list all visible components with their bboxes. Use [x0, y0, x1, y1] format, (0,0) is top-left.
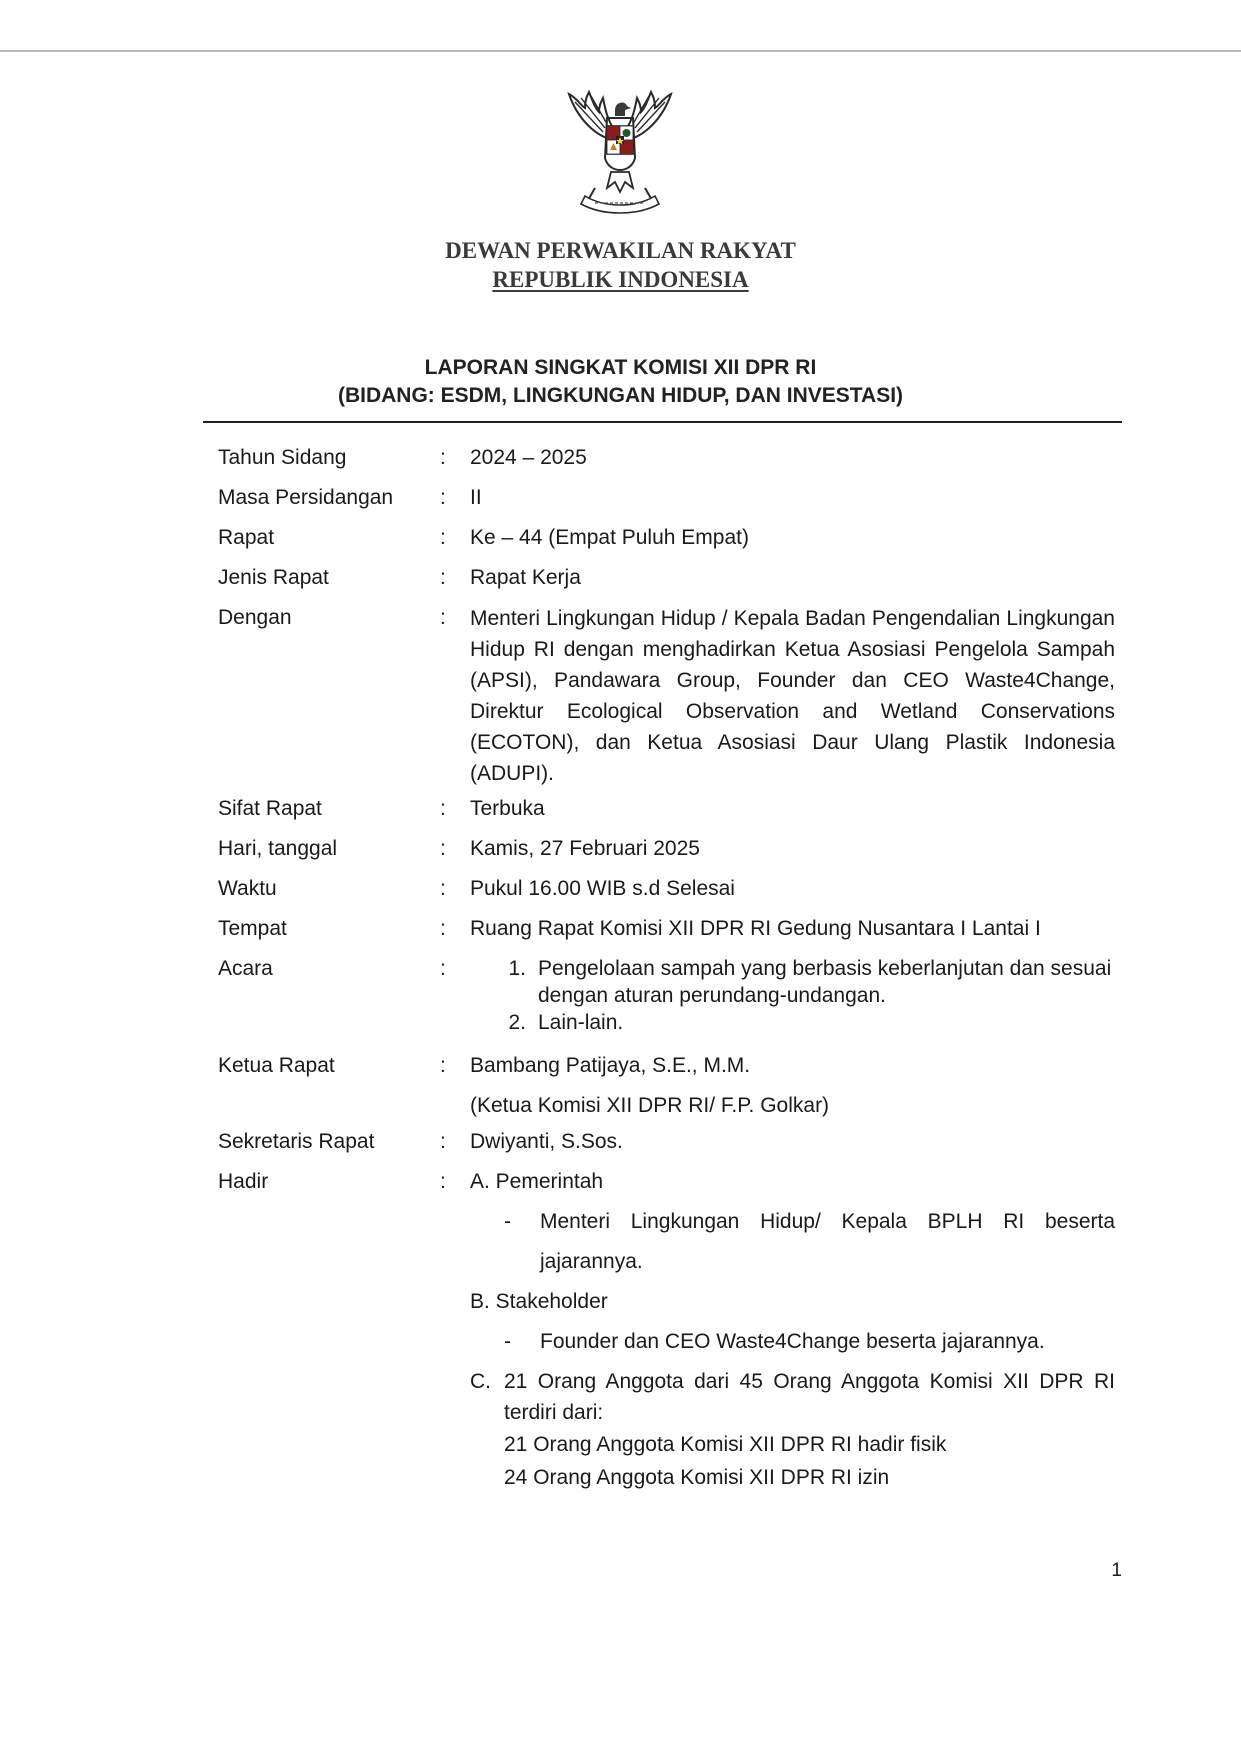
- row-masa-persidangan: [218, 478, 1118, 518]
- agenda-list: [470, 949, 1118, 1036]
- row-jenis-rapat: [218, 558, 1118, 598]
- agenda-item-number: 2.: [508, 1011, 526, 1034]
- colon: :: [440, 446, 446, 469]
- value-tahun-sidang: 2024 – 2025: [470, 446, 587, 469]
- hadir-group-c-line2: 24 Orang Anggota Komisi XII DPR RI izin: [504, 1466, 890, 1489]
- label-jenis-rapat: Jenis Rapat: [218, 566, 329, 589]
- colon: :: [440, 526, 446, 549]
- report-title: LAPORAN SINGKAT KOMISI XII DPR RI: [424, 356, 817, 379]
- page-number: 1: [1111, 1560, 1122, 1581]
- dash-bullet: -: [504, 1330, 511, 1353]
- row-waktu: [218, 869, 1118, 909]
- hadir-group-a-text: Menteri Lingkungan Hidup/ Kepala BPLH RI beserta jajarannya.: [540, 1210, 1115, 1273]
- row-tempat: [218, 909, 1118, 949]
- hadir-group-c-line1: 21 Orang Anggota Komisi XII DPR RI hadir fisik: [504, 1433, 947, 1456]
- page-top-border: [0, 50, 1241, 52]
- colon: :: [440, 486, 446, 509]
- report-subtitle: (BIDANG: ESDM, LINGKUNGAN HIDUP, DAN INVESTASI): [337, 384, 904, 407]
- ketua-rapat-name: Bambang Patijaya, S.E., M.M.: [470, 1054, 751, 1077]
- value-ketua-rapat: [470, 1046, 1118, 1126]
- agenda-item-number: 1.: [508, 957, 526, 980]
- row-sifat-rapat: [218, 789, 1118, 829]
- label-sekretaris-rapat: Sekretaris Rapat: [218, 1130, 375, 1153]
- value-tempat: Ruang Rapat Komisi XII DPR RI Gedung Nusantara I Lantai I: [470, 917, 1041, 940]
- agenda-item-text: Lain-lain.: [538, 1011, 624, 1034]
- colon: :: [440, 566, 446, 589]
- label-masa-persidangan: Masa Persidangan: [218, 486, 394, 509]
- institution-name-line2: [0, 267, 1241, 293]
- row-hari-tanggal: [218, 829, 1118, 869]
- label-hari-tanggal: Hari, tanggal: [218, 837, 338, 860]
- row-ketua-rapat: [218, 1046, 1118, 1126]
- hadir-group-c: [470, 1362, 1118, 1428]
- colon: :: [440, 1170, 446, 1193]
- agenda-item: [470, 955, 1118, 1009]
- colon: :: [440, 1130, 446, 1153]
- row-acara: [218, 949, 1118, 1036]
- label-sifat-rapat: Sifat Rapat: [218, 797, 322, 820]
- hadir-group-b-heading: B. Stakeholder: [470, 1290, 608, 1313]
- row-dengan: [218, 598, 1118, 789]
- value-rapat: Ke – 44 (Empat Puluh Empat): [470, 526, 749, 549]
- value-jenis-rapat: Rapat Kerja: [470, 566, 581, 589]
- value-dengan: Menteri Lingkungan Hidup / Kepala Badan Pengendalian Lingkungan Hidup RI dengan menghadirkan Ketua Asosiasi Pengelola Sampah (APSI), Pandawara Group, Founder dan CEO Waste4Change, Direktur Ecological Observation and Wetland Conservations (ECOTON), dan Ketua Asosiasi Daur Ulang Plastik Indonesia (ADUPI).: [470, 607, 1115, 785]
- colon: :: [440, 1054, 446, 1077]
- label-dengan: Dengan: [218, 606, 292, 629]
- row-sekretaris-rapat: [218, 1122, 1118, 1162]
- label-tempat: Tempat: [218, 917, 287, 940]
- hadir-group-b-text: Founder dan CEO Waste4Change beserta jajarannya.: [540, 1330, 1045, 1353]
- value-sifat-rapat: Terbuka: [470, 797, 545, 820]
- value-sekretaris-rapat: Dwiyanti, S.Sos.: [470, 1130, 623, 1153]
- colon: :: [440, 877, 446, 900]
- value-waktu: Pukul 16.00 WIB s.d Selesai: [470, 877, 735, 900]
- hadir-group-c-text: 21 Orang Anggota dari 45 Orang Anggota Komisi XII DPR RI terdiri dari:: [504, 1370, 1115, 1424]
- institution-name-line2-text: REPUBLIK INDONESIA: [492, 267, 749, 292]
- hadir-group-b-item: [470, 1322, 1118, 1362]
- colon: :: [440, 797, 446, 820]
- colon: :: [440, 917, 446, 940]
- value-hari-tanggal: Kamis, 27 Februari 2025: [470, 837, 700, 860]
- agenda-item: [470, 1009, 1118, 1036]
- garuda-pancasila-emblem-icon: [555, 88, 685, 218]
- title-divider: [203, 421, 1122, 423]
- colon: :: [440, 957, 446, 980]
- institution-name-line1: DEWAN PERWAKILAN RAKYAT: [445, 238, 796, 263]
- row-tahun-sidang: [218, 438, 1118, 478]
- row-rapat: [218, 518, 1118, 558]
- dash-bullet: -: [504, 1210, 511, 1233]
- meeting-info-table: [218, 438, 1118, 1494]
- label-waktu: Waktu: [218, 877, 277, 900]
- label-rapat: Rapat: [218, 526, 275, 549]
- label-acara: Acara: [218, 957, 273, 980]
- label-tahun-sidang: Tahun Sidang: [218, 446, 347, 469]
- agenda-item-text: Pengelolaan sampah yang berbasis keberlanjutan dan sesuai dengan aturan perundang-undangan.: [538, 957, 1112, 1007]
- value-masa-persidangan: II: [470, 486, 482, 509]
- hadir-group-a-heading: A. Pemerintah: [470, 1170, 604, 1193]
- hadir-group-c-letter: C.: [470, 1370, 491, 1393]
- ketua-rapat-role: (Ketua Komisi XII DPR RI/ F.P. Golkar): [470, 1094, 830, 1117]
- colon: :: [440, 606, 446, 629]
- label-ketua-rapat: Ketua Rapat: [218, 1054, 335, 1077]
- value-hadir: [470, 1162, 1118, 1494]
- label-hadir: Hadir: [218, 1170, 269, 1193]
- hadir-group-a-item: [470, 1202, 1118, 1282]
- colon: :: [440, 837, 446, 860]
- row-hadir: [218, 1162, 1118, 1494]
